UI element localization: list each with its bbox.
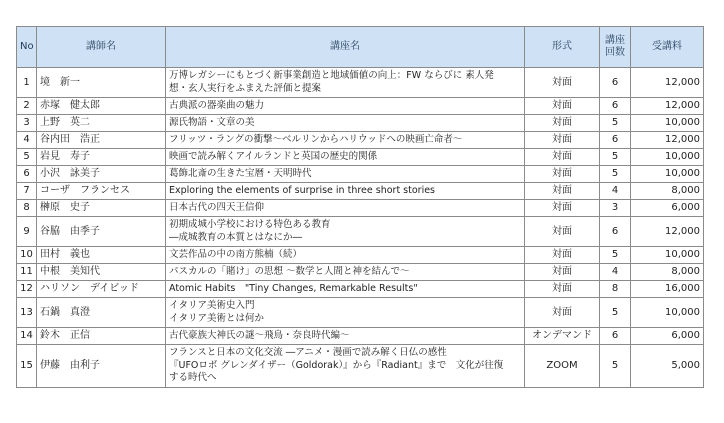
course-title — [166, 298, 525, 328]
course-title — [166, 98, 525, 115]
lecturer-name: 小沢 詠美子 — [37, 166, 166, 183]
course-format: 対面 — [525, 166, 600, 183]
course-title — [166, 166, 525, 183]
course-format: 対面 — [525, 149, 600, 166]
table-row — [17, 132, 704, 149]
course-title — [166, 217, 525, 247]
course-title-line: 万博レガシーにもとづく新事業創造と地域価値の向上：FW ならびに 素人発 — [169, 70, 494, 81]
lecturer-name: 上野 英二 — [37, 115, 166, 132]
table-row — [17, 68, 704, 98]
course-title-line: フランスと日本の文化交流 ―アニメ・漫画で読み解く日仏の感性 — [169, 347, 447, 359]
row-number: 1 — [17, 68, 37, 98]
course-format: 対面 — [525, 247, 600, 264]
table-header-row — [17, 27, 704, 68]
course-format: 対面 — [525, 264, 600, 281]
course-fee: 5,000 — [631, 345, 704, 388]
row-number: 10 — [17, 247, 37, 264]
course-title-line: 日本古代の四天王信仰 — [169, 201, 265, 213]
header-lecturer: 講師名 — [37, 27, 166, 68]
session-count: 6 — [600, 98, 631, 115]
table-row — [17, 264, 704, 281]
header-fee: 受講料 — [631, 27, 704, 68]
header-sessions — [600, 27, 631, 68]
course-title-line: Exploring the elements of surprise in three short stories — [169, 184, 436, 196]
course-format: 対面 — [525, 115, 600, 132]
course-format: 対面 — [525, 200, 600, 217]
course-title-line: イタリア美術とは何か — [169, 312, 265, 324]
session-count: 5 — [600, 166, 631, 183]
lecturer-name: 田村 義也 — [37, 247, 166, 264]
table-row — [17, 200, 704, 217]
header-no: No — [17, 27, 37, 68]
course-format: ZOOM — [525, 345, 600, 388]
session-count: 5 — [600, 345, 631, 388]
table-row — [17, 166, 704, 183]
table-row — [17, 115, 704, 132]
lecturer-name: 境 新一 — [37, 68, 166, 98]
session-count: 5 — [600, 115, 631, 132]
course-fee: 8,000 — [631, 183, 704, 200]
table-row — [17, 247, 704, 264]
table-row — [17, 281, 704, 298]
course-format: オンデマンド — [525, 328, 600, 345]
course-title — [166, 200, 525, 217]
row-number: 15 — [17, 345, 37, 388]
course-title-line: する時代へ — [169, 372, 217, 384]
course-format: 対面 — [525, 281, 600, 298]
lecturer-name: 岩見 寿子 — [37, 149, 166, 166]
table-row — [17, 149, 704, 166]
course-title-line: 葛飾北斎の生きた宝暦・天明時代 — [169, 167, 312, 179]
course-format: 対面 — [525, 298, 600, 328]
course-title-line: 想・玄人実行をふまえた評価と提案 — [169, 82, 322, 94]
course-fee: 16,000 — [631, 281, 704, 298]
session-count: 6 — [600, 132, 631, 149]
course-format: 対面 — [525, 183, 600, 200]
session-count: 6 — [600, 328, 631, 345]
course-title-line: 源氏物語・文章の美 — [169, 116, 255, 128]
session-count: 5 — [600, 149, 631, 166]
lecturer-name: 谷脇 由季子 — [37, 217, 166, 247]
course-fee: 10,000 — [631, 115, 704, 132]
row-number: 8 — [17, 200, 37, 217]
course-title-line: 初期成城小学校における特色ある教育 — [169, 219, 331, 230]
table-row — [17, 217, 704, 247]
course-title — [166, 281, 525, 298]
course-title-line: Atomic Habits "Tiny Changes, Remarkable Results" — [169, 282, 418, 294]
course-format: 対面 — [525, 132, 600, 149]
course-title — [166, 328, 525, 345]
course-title-line: イタリア美術史入門 — [169, 300, 255, 311]
course-format: 対面 — [525, 68, 600, 98]
lecturer-name: コーザ フランセス — [37, 183, 166, 200]
lecturer-name: 中根 美知代 — [37, 264, 166, 281]
table-row — [17, 183, 704, 200]
course-title-line: ―成城教育の本質とはなにか― — [169, 231, 303, 243]
course-fee: 12,000 — [631, 132, 704, 149]
lecturer-name: 赤塚 健太郎 — [37, 98, 166, 115]
course-format: 対面 — [525, 98, 600, 115]
course-title — [166, 149, 525, 166]
course-title-line: 『UFOロボ グレンダイザー（Goldorak）』から『Radiant』まで 文化が往復 — [169, 359, 504, 371]
course-title-line: 古典派の器楽曲の魅力 — [169, 99, 265, 111]
course-fee: 6,000 — [631, 328, 704, 345]
row-number: 2 — [17, 98, 37, 115]
course-title — [166, 345, 525, 388]
course-fee: 10,000 — [631, 298, 704, 328]
course-title — [166, 247, 525, 264]
course-format: 対面 — [525, 217, 600, 247]
row-number: 4 — [17, 132, 37, 149]
row-number: 9 — [17, 217, 37, 247]
session-count: 5 — [600, 298, 631, 328]
row-number: 12 — [17, 281, 37, 298]
lecturer-name: 谷内田 浩正 — [37, 132, 166, 149]
table-row — [17, 98, 704, 115]
table-row — [17, 328, 704, 345]
course-title — [166, 264, 525, 281]
table-row — [17, 345, 704, 388]
table-body — [17, 68, 704, 388]
course-title-line: 文芸作品の中の南方熊楠（続） — [169, 248, 303, 260]
course-title-line: 映画で読み解くアイルランドと英国の歴史的関係 — [169, 150, 378, 162]
lecturer-name: ハリソン デイビッド — [37, 281, 166, 298]
header-format: 形式 — [525, 27, 600, 68]
course-fee: 12,000 — [631, 98, 704, 115]
course-fee: 10,000 — [631, 247, 704, 264]
row-number: 5 — [17, 149, 37, 166]
lecturer-name: 榊原 史子 — [37, 200, 166, 217]
course-title-line: パスカルの「賭け」の思想 ～数学と人間と神を結んで～ — [169, 265, 410, 277]
course-table — [16, 26, 704, 388]
row-number: 14 — [17, 328, 37, 345]
course-fee: 12,000 — [631, 217, 704, 247]
session-count: 4 — [600, 264, 631, 281]
course-fee: 8,000 — [631, 264, 704, 281]
lecturer-name: 伊藤 由利子 — [37, 345, 166, 388]
row-number: 6 — [17, 166, 37, 183]
row-number: 3 — [17, 115, 37, 132]
session-count: 8 — [600, 281, 631, 298]
course-fee: 10,000 — [631, 166, 704, 183]
table-row — [17, 298, 704, 328]
session-count: 6 — [600, 217, 631, 247]
row-number: 7 — [17, 183, 37, 200]
course-title-line: 古代豪族大神氏の謎～飛鳥・奈良時代編～ — [169, 329, 350, 341]
session-count: 3 — [600, 200, 631, 217]
session-count: 6 — [600, 68, 631, 98]
header-course: 講座名 — [166, 27, 525, 68]
course-title — [166, 115, 525, 132]
session-count: 5 — [600, 247, 631, 264]
course-fee: 6,000 — [631, 200, 704, 217]
course-title — [166, 132, 525, 149]
lecturer-name: 鈴木 正信 — [37, 328, 166, 345]
course-fee: 10,000 — [631, 149, 704, 166]
course-title — [166, 183, 525, 200]
course-title-line: フリッツ・ラングの衝撃～ベルリンからハリウッドへの映画亡命者～ — [169, 133, 463, 145]
lecturer-name: 石鍋 真澄 — [37, 298, 166, 328]
row-number: 11 — [17, 264, 37, 281]
course-title — [166, 68, 525, 98]
header-sessions-label: 講座回数 — [605, 35, 625, 58]
session-count: 4 — [600, 183, 631, 200]
course-fee: 12,000 — [631, 68, 704, 98]
row-number: 13 — [17, 298, 37, 328]
